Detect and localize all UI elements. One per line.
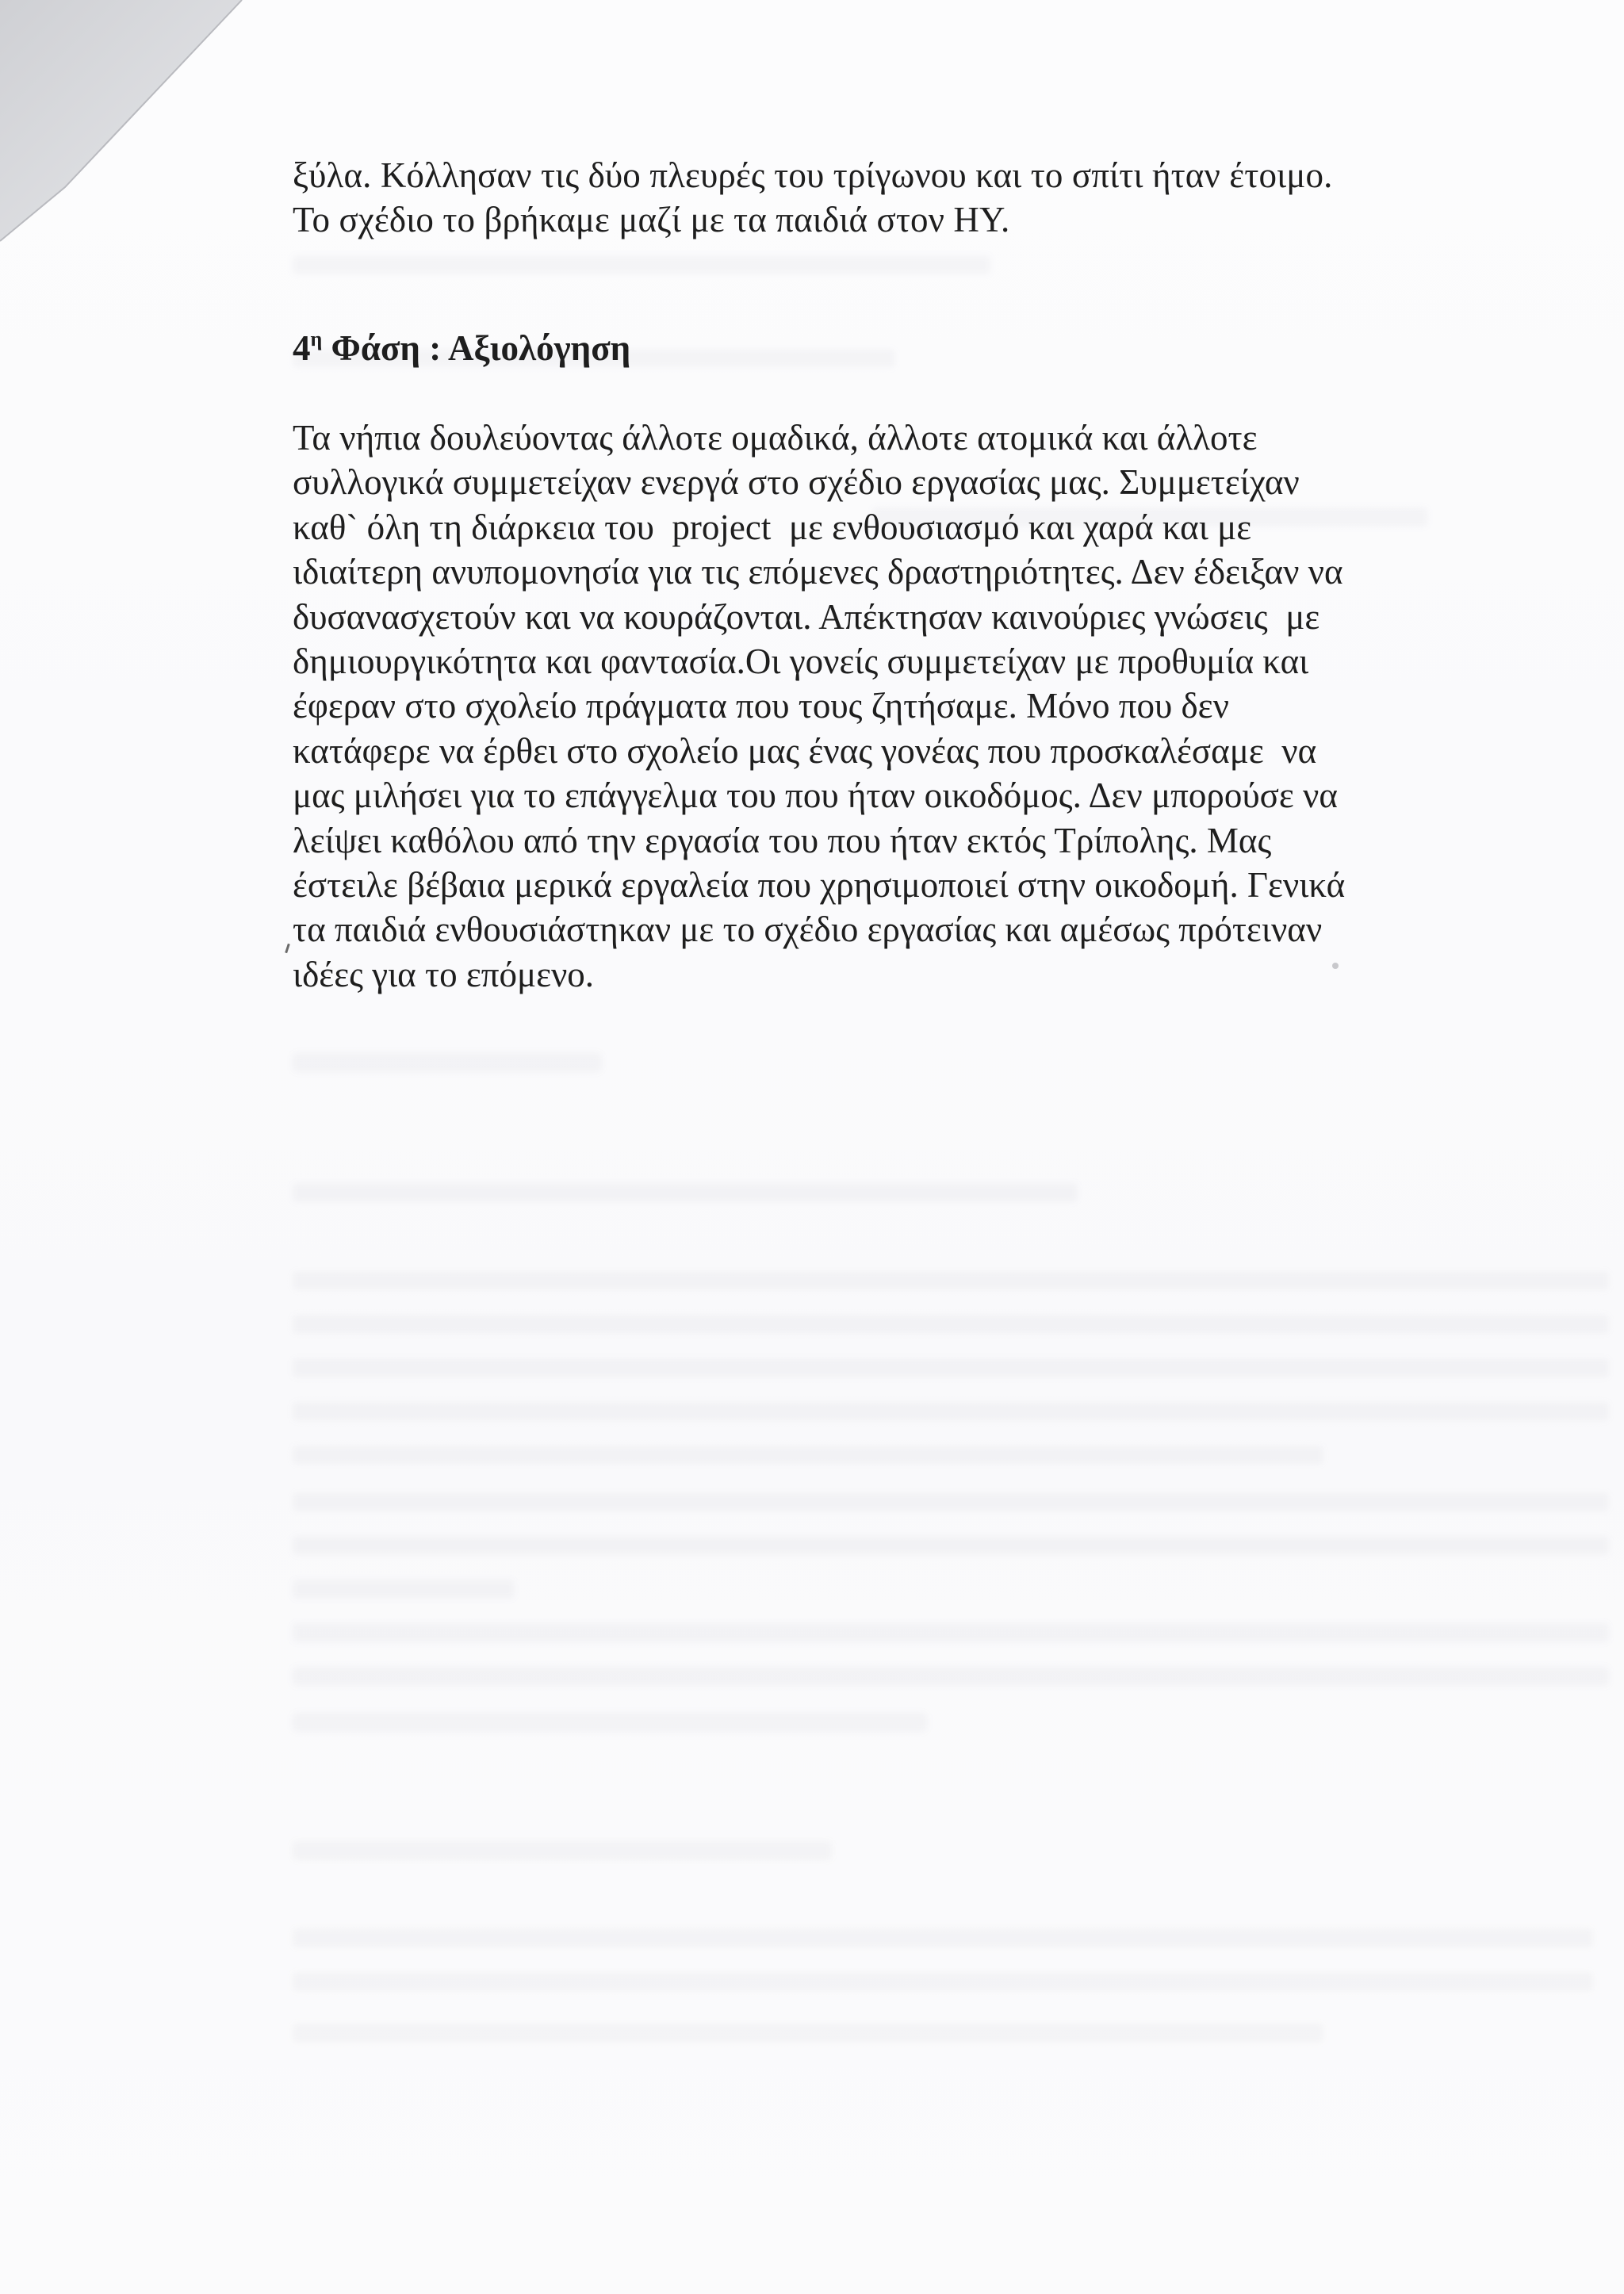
bleed-through-line [293, 1315, 1609, 1334]
bleed-through-line [293, 1053, 602, 1072]
bleed-through-line [293, 2024, 1323, 2043]
folded-corner [0, 0, 254, 254]
stray-pen-mark [285, 944, 290, 953]
bleed-through-line [293, 1271, 1609, 1290]
section-heading-number: 4 [293, 328, 311, 368]
paragraph-line: ιδέες για το επόμενο. [293, 954, 595, 994]
paragraph-line: τα παιδιά ενθουσιάστηκαν με το σχέδιο εργασίας και αμέσως πρότειναν [293, 910, 1323, 950]
section-heading-superscript: η [310, 327, 323, 350]
section-heading-text: Φάση : Αξιολόγηση [322, 328, 631, 368]
continuation-line: Το σχέδιο το βρήκαμε μαζί με τα παιδιά στον ΗΥ. [293, 200, 1010, 239]
evaluation-paragraph [293, 416, 1345, 997]
bleed-through-line [293, 1972, 1593, 1991]
bleed-through-line [293, 255, 990, 274]
stray-dot-mark [1332, 963, 1339, 969]
paragraph-line: καθ` όλη τη διάρκεια του project με ενθουσιασμό και χαρά και με [293, 507, 1252, 547]
bleed-through-line [293, 1928, 1593, 1947]
paragraph-line: μας μιλήσει για το επάγγελμα του που ήταν οικοδόμος. Δεν μπορούσε να [293, 776, 1338, 816]
paragraph-line: δημιουργικότητα και φαντασία.Οι γονείς συμμετείχαν με προθυμία και [293, 641, 1309, 681]
bleed-through-line [293, 1713, 927, 1732]
bleed-through-line [293, 1358, 1609, 1377]
bleed-through-line [293, 1623, 1609, 1642]
bleed-through-line [293, 1492, 1609, 1511]
bleed-through-line [293, 1446, 1323, 1465]
paragraph-line: συλλογικά συμμετείχαν ενεργά στο σχέδιο εργασίας μας. Συμμετείχαν [293, 462, 1300, 503]
bleed-through-line [293, 1580, 515, 1599]
paragraph-line: έστειλε βέβαια μερικά εργαλεία που χρησιμοποιεί στην οικοδομή. Γενικά [293, 864, 1346, 905]
paragraph-line: Τα νήπια δουλεύοντας άλλοτε ομαδικά, άλλοτε ατομικά και άλλοτε [293, 418, 1258, 458]
paragraph-line: κατάφερε να έρθει στο σχολείο μας ένας γονέας που προσκαλέσαμε να [293, 730, 1317, 771]
bleed-through-line [293, 1667, 1609, 1686]
bleed-through-line [293, 1841, 832, 1860]
paragraph-line: ιδιαίτερη ανυπομονησία για τις επόμενες δραστηριότητες. Δεν έδειξαν να [293, 552, 1343, 592]
paragraph-line: δυσανασχετούν και να κουράζονται. Απέκτησαν καινούριες γνώσεις με [293, 596, 1320, 637]
bleed-through-line [293, 1402, 1609, 1421]
bleed-through-line [293, 1536, 1609, 1555]
continuation-line: ξύλα. Κόλλησαν τις δύο πλευρές του τρίγωνου και το σπίτι ήταν έτοιμο. [293, 155, 1333, 195]
paragraph-line: έφεραν στο σχολείο πράγματα που τους ζητήσαμε. Μόνο που δεν [293, 686, 1229, 726]
bleed-through-line [293, 1183, 1078, 1202]
section-heading [293, 326, 630, 376]
paragraph-line: λείψει καθόλου από την εργασία του που ήταν εκτός Τρίπολης. Μας [293, 820, 1272, 860]
